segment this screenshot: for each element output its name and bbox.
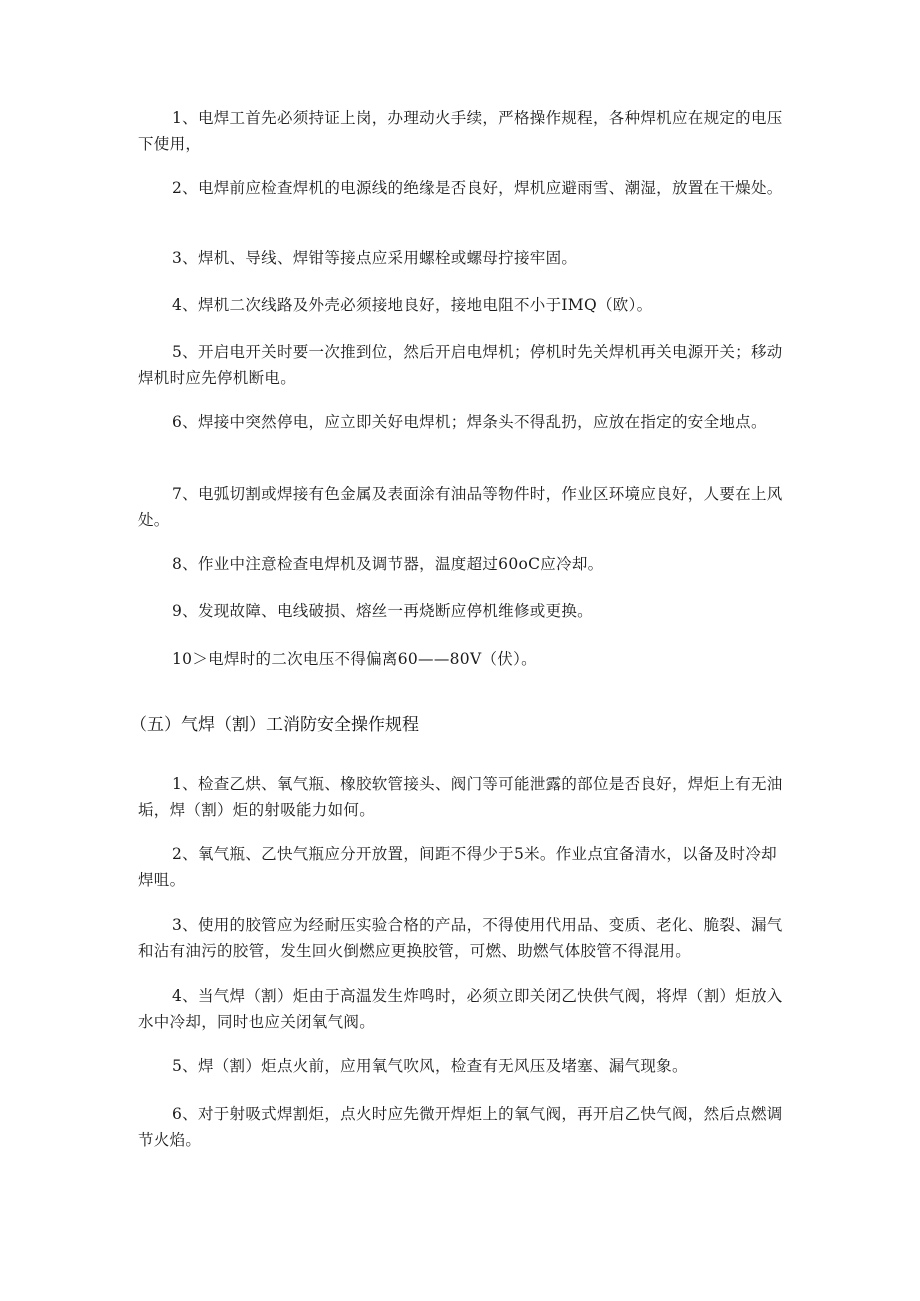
rule-paragraph: 6、焊接中突然停电，应立即关好电焊机；焊条头不得乱扔，应放在指定的安全地点。 xyxy=(172,413,767,431)
rule-paragraph: 8、作业中注意检查电焊机及调节器，温度超过60oC应冷却。 xyxy=(172,555,604,573)
rule-paragraph: 9、发现故障、电线破损、熔丝一再烧断应停机维修或更换。 xyxy=(172,602,593,620)
rule-paragraph: 10＞电焊时的二次电压不得偏离60——80V（伏）。 xyxy=(172,650,537,668)
rule-paragraph: 3、使用的胶管应为经耐压实验合格的产品，不得使用代用品、变质、老化、脆裂、漏气和沾有油污的胶管，发生回火倒燃应更换胶管，可燃、助燃气体胶管不得混用。 xyxy=(138,916,783,960)
rule-paragraph: 6、对于射吸式焊割炬，点火时应先微开焊炬上的氧气阀，再开启乙快气阀，然后点燃调节火焰。 xyxy=(138,1105,783,1149)
rule-paragraph: 1、检查乙烘、氧气瓶、橡胶软管接头、阀门等可能泄露的部位是否良好，焊炬上有无油垢，焊（割）炬的射吸能力如何。 xyxy=(138,775,783,819)
rule-paragraph: 7、电弧切割或焊接有色金属及表面涂有油品等物件时，作业区环境应良好，人要在上风处。 xyxy=(138,485,783,529)
rule-paragraph: 4、焊机二次线路及外壳必须接地良好，接地电阻不小于IMQ（欧）。 xyxy=(172,296,653,314)
rule-paragraph: 2、氧气瓶、乙快气瓶应分开放置，间距不得少于5米。作业点宜备清水，以备及时冷却焊咀。 xyxy=(138,845,777,889)
section-heading: （五）气焊（割）工消防安全操作规程 xyxy=(130,715,419,735)
rule-paragraph: 1、电焊工首先必须持证上岗，办理动火手续，严格操作规程，各种焊机应在规定的电压下使用， xyxy=(138,109,783,153)
rule-paragraph: 5、开启电开关时要一次推到位，然后开启电焊机；停机时先关焊机再关电源开关；移动焊机时应先停机断电。 xyxy=(138,343,783,387)
rule-paragraph: 2、电焊前应检查焊机的电源线的绝缘是否良好，焊机应避雨雪、潮湿，放置在干燥处。 xyxy=(172,179,783,197)
rule-paragraph: 4、当气焊（割）炬由于高温发生炸鸣时，必须立即关闭乙快供气阀，将焊（割）炬放入水中冷却，同时也应关闭氧气阀。 xyxy=(138,987,783,1031)
rule-paragraph: 5、焊（割）炬点火前，应用氧气吹风，检查有无风压及堵塞、漏气现象。 xyxy=(172,1057,688,1075)
rule-paragraph: 3、焊机、导线、焊钳等接点应采用螺栓或螺母拧接牢固。 xyxy=(172,249,578,267)
